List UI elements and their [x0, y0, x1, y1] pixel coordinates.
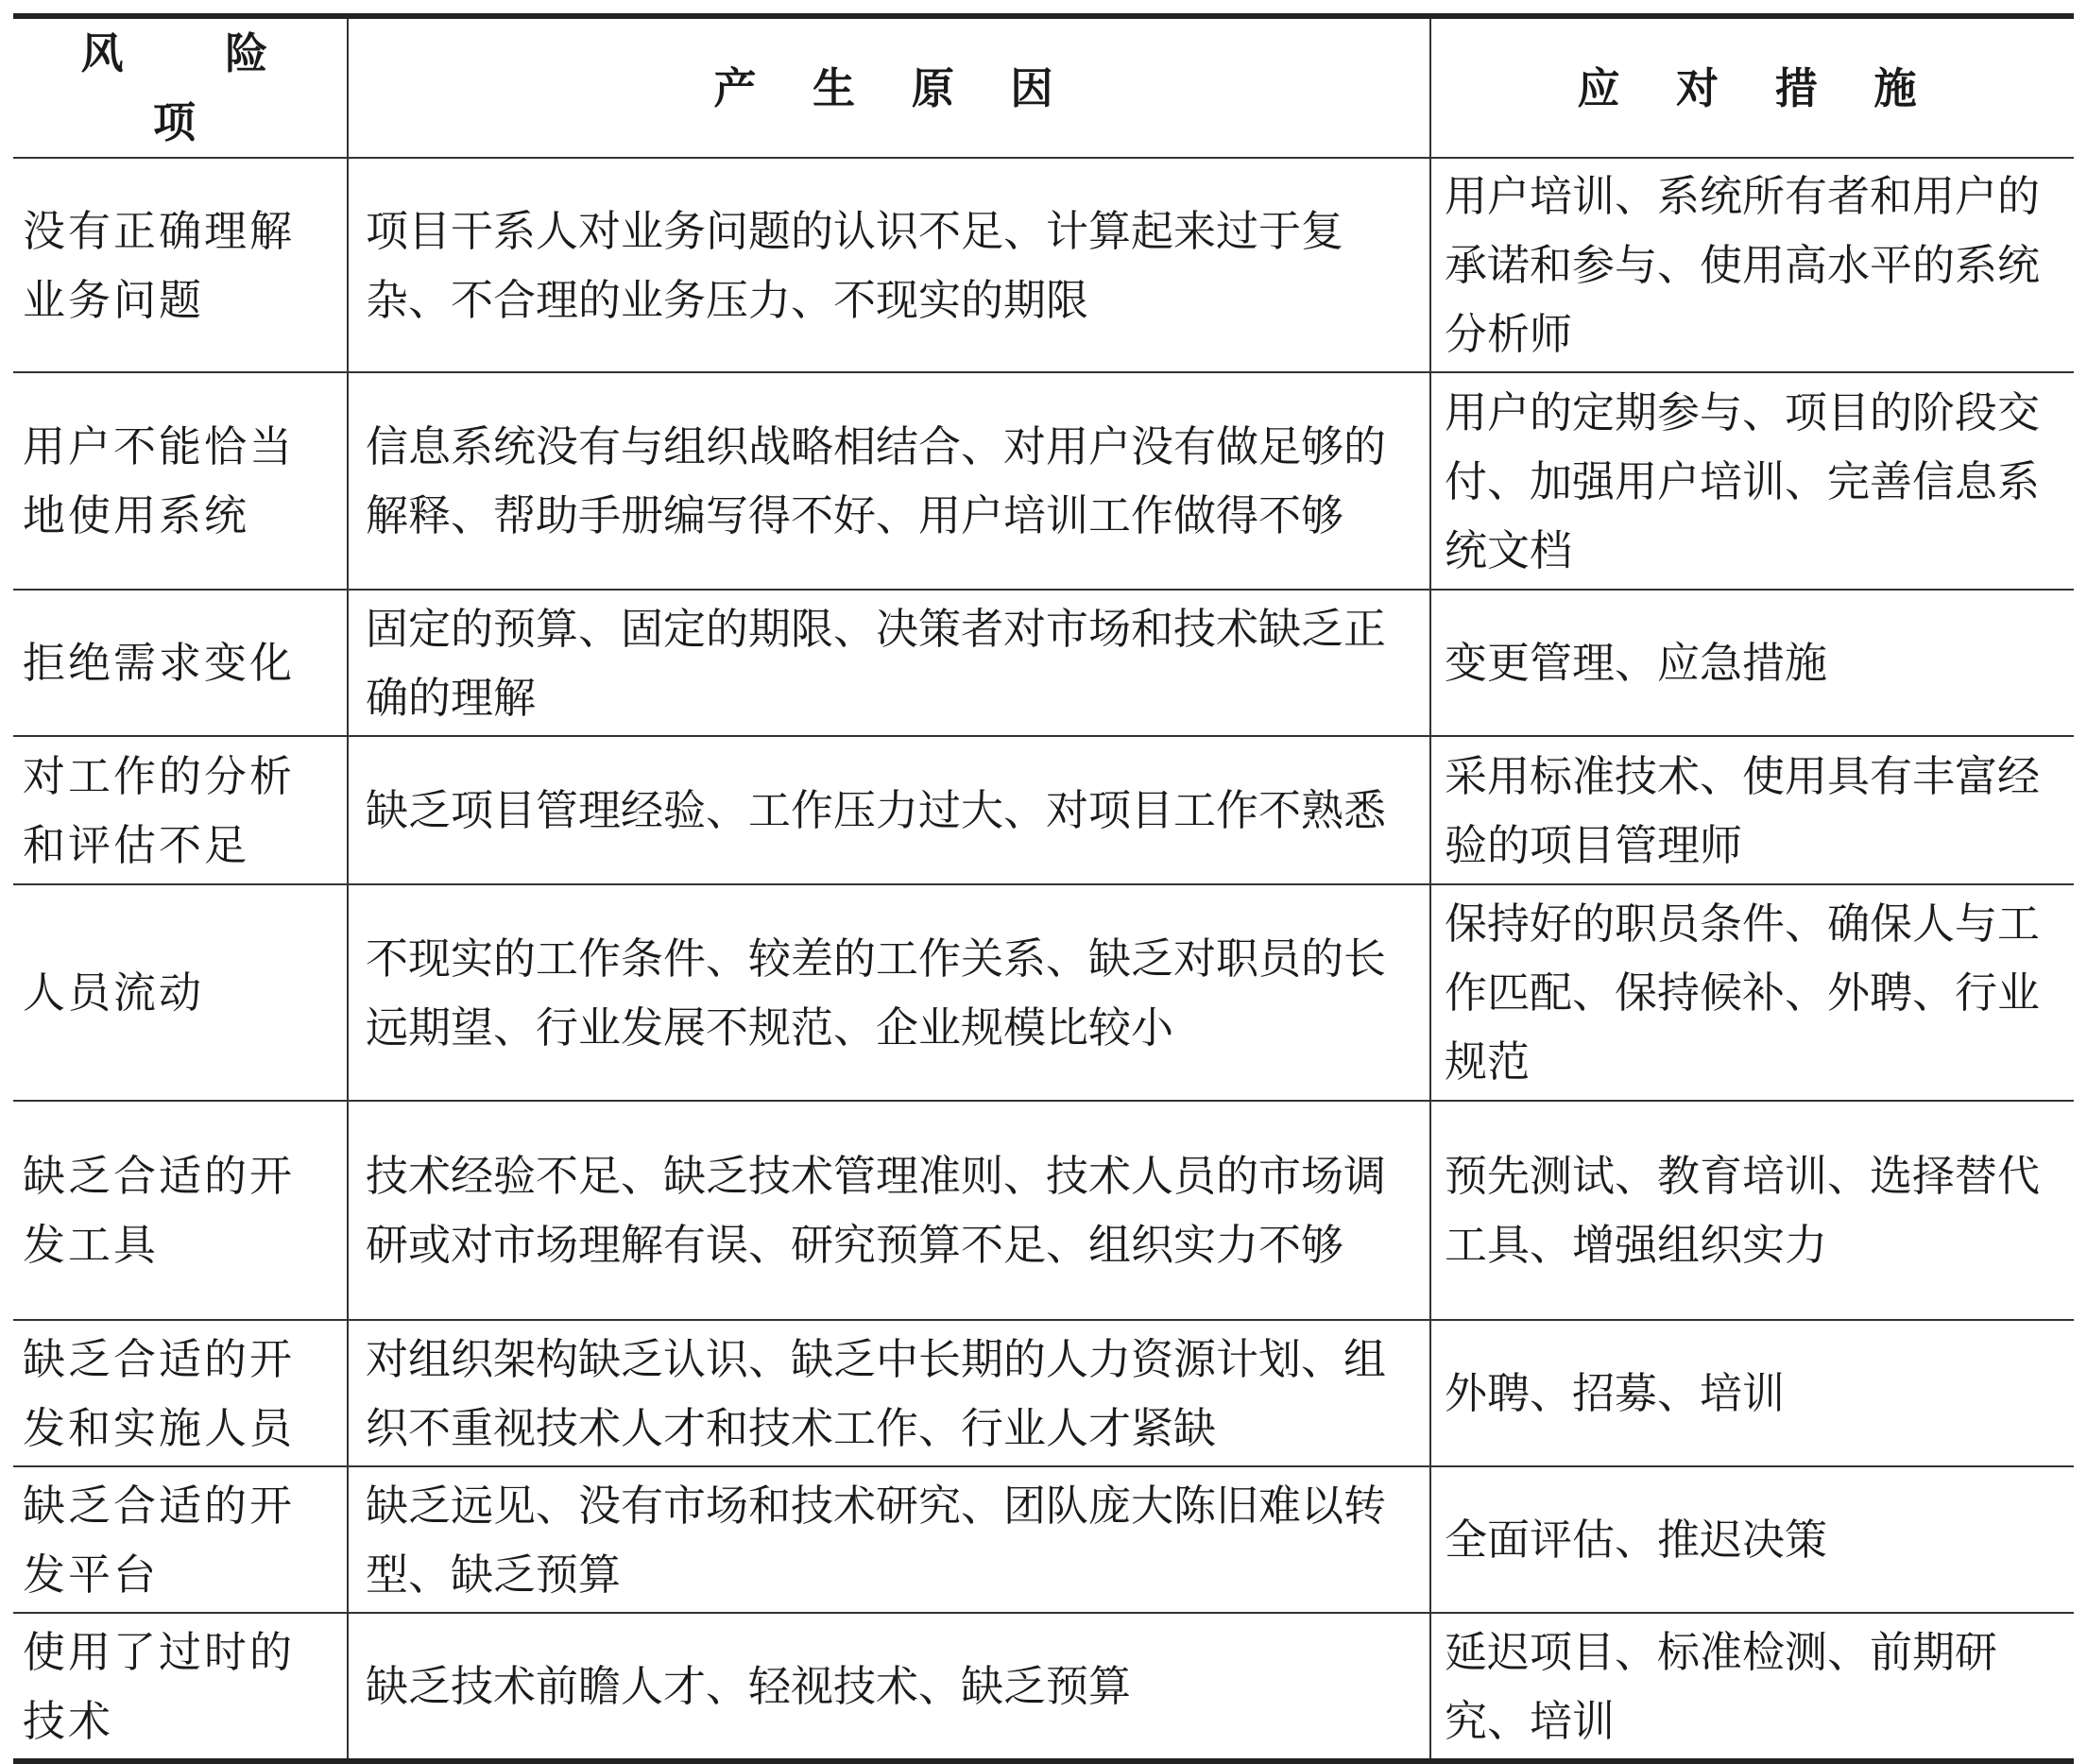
risk-table-container	[13, 13, 2074, 1764]
cause-cell: 信息系统没有与组织战略相结合、对用户没有做足够的解释、帮助手册编写得不好、用户培训工作做得不够	[348, 372, 1430, 590]
table-row	[13, 158, 2074, 372]
header-cause: 产 生 原 因	[348, 16, 1430, 158]
header-row	[13, 16, 2074, 158]
cause-cell: 固定的预算、固定的期限、决策者对市场和技术缺乏正确的理解	[348, 590, 1430, 736]
table-row	[13, 590, 2074, 736]
risk-table	[13, 13, 2074, 1764]
risk-cell: 人员流动	[13, 884, 348, 1101]
risk-cell: 缺乏合适的开发工具	[13, 1101, 348, 1320]
table-row	[13, 1613, 2074, 1761]
risk-cell: 对工作的分析和评估不足	[13, 736, 348, 884]
measure-cell: 用户的定期参与、项目的阶段交付、加强用户培训、完善信息系统文档	[1430, 372, 2074, 590]
cause-cell: 不现实的工作条件、较差的工作关系、缺乏对职员的长远期望、行业发展不规范、企业规模比较小	[348, 884, 1430, 1101]
measure-cell: 全面评估、推迟决策	[1430, 1466, 2074, 1613]
measure-cell: 保持好的职员条件、确保人与工作匹配、保持候补、外聘、行业规范	[1430, 884, 2074, 1101]
cause-cell: 缺乏远见、没有市场和技术研究、团队庞大陈旧难以转型、缺乏预算	[348, 1466, 1430, 1613]
header-measure: 应 对 措 施	[1430, 16, 2074, 158]
cause-cell: 缺乏项目管理经验、工作压力过大、对项目工作不熟悉	[348, 736, 1430, 884]
table-row	[13, 1101, 2074, 1320]
table-row	[13, 736, 2074, 884]
measure-cell: 延迟项目、标准检测、前期研究、培训	[1430, 1613, 2074, 1761]
cause-cell: 缺乏技术前瞻人才、轻视技术、缺乏预算	[348, 1613, 1430, 1761]
risk-cell: 用户不能恰当地使用系统	[13, 372, 348, 590]
risk-cell: 缺乏合适的开发和实施人员	[13, 1320, 348, 1466]
cause-cell: 项目干系人对业务问题的认识不足、计算起来过于复杂、不合理的业务压力、不现实的期限	[348, 158, 1430, 372]
table-row	[13, 1320, 2074, 1466]
cause-cell: 对组织架构缺乏认识、缺乏中长期的人力资源计划、组织不重视技术人才和技术工作、行业人才紧缺	[348, 1320, 1430, 1466]
risk-cell: 缺乏合适的开发平台	[13, 1466, 348, 1613]
measure-cell: 用户培训、系统所有者和用户的承诺和参与、使用高水平的系统分析师	[1430, 158, 2074, 372]
table-row	[13, 884, 2074, 1101]
measure-cell: 预先测试、教育培训、选择替代工具、增强组织实力	[1430, 1101, 2074, 1320]
table-row	[13, 372, 2074, 590]
measure-cell: 变更管理、应急措施	[1430, 590, 2074, 736]
measure-cell: 外聘、招募、培训	[1430, 1320, 2074, 1466]
risk-cell: 没有正确理解业务问题	[13, 158, 348, 372]
measure-cell: 采用标准技术、使用具有丰富经验的项目管理师	[1430, 736, 2074, 884]
risk-cell: 拒绝需求变化	[13, 590, 348, 736]
cause-cell: 技术经验不足、缺乏技术管理准则、技术人员的市场调研或对市场理解有误、研究预算不足、组织实力不够	[348, 1101, 1430, 1320]
header-risk-item: 风 险 项	[13, 16, 348, 158]
risk-cell: 使用了过时的技术	[13, 1613, 348, 1761]
table-row	[13, 1466, 2074, 1613]
